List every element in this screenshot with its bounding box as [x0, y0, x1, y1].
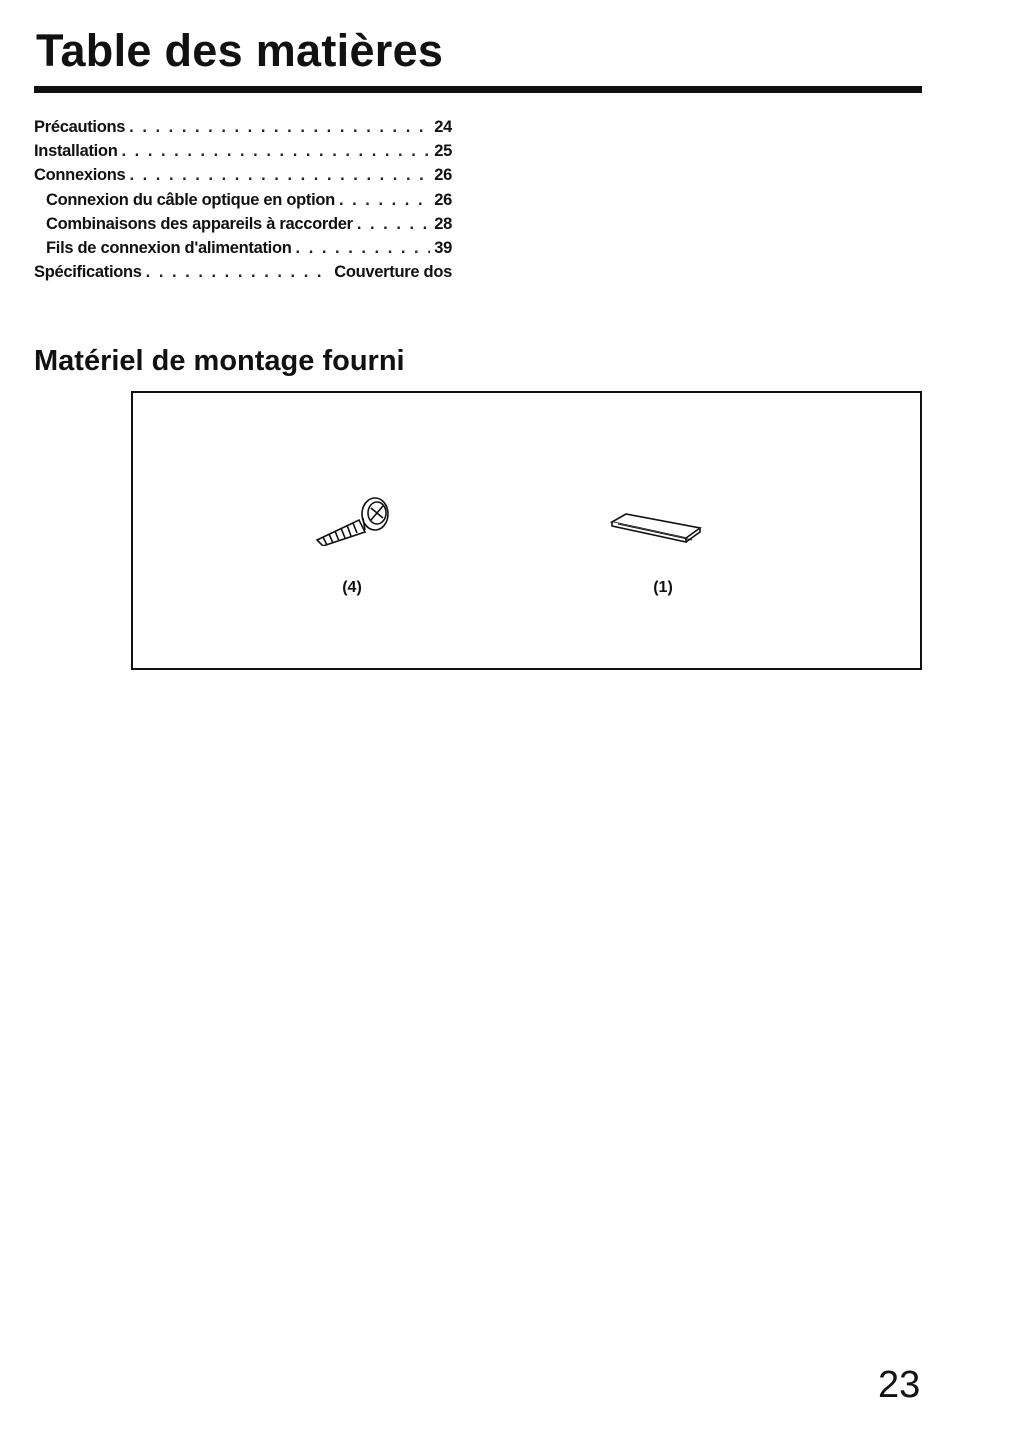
toc-entry-precautions[interactable]	[34, 118, 452, 142]
toc-entry-fils-alimentation[interactable]	[34, 239, 452, 263]
toc-entry-page: 28	[434, 214, 452, 233]
toc-entry-label: Combinaisons des appareils à raccorder	[46, 214, 353, 233]
toc-leader-dots	[122, 142, 431, 161]
toc-entry-specifications[interactable]	[34, 263, 452, 287]
toc-entry-page: 24	[434, 118, 452, 136]
toc-entry-page: 26	[434, 166, 452, 185]
toc-leader-dots	[357, 215, 430, 234]
toc-entry-page: 39	[434, 238, 452, 257]
toc-entry-page: 26	[434, 190, 452, 209]
strip-illustration	[608, 510, 703, 546]
toc-entry-installation[interactable]	[34, 142, 452, 166]
toc-leader-dots	[296, 239, 431, 258]
screw-icon	[313, 496, 393, 546]
toc-leader-dots	[129, 166, 430, 185]
toc-entry-connexions[interactable]	[34, 166, 452, 190]
toc-entry-combinaisons[interactable]	[34, 215, 452, 239]
strip-quantity: (1)	[653, 579, 673, 596]
toc-entry-label: Précautions	[34, 118, 126, 136]
toc-entry-label: Connexions	[34, 166, 126, 185]
table-of-contents	[34, 118, 452, 287]
toc-entry-page: Couverture dos	[334, 263, 452, 282]
toc-leader-dots	[146, 263, 331, 282]
toc-entry-label: Installation	[34, 142, 118, 161]
toc-leader-dots	[129, 118, 430, 137]
mounting-hardware-box	[131, 391, 922, 670]
toc-entry-page: 25	[434, 142, 452, 161]
toc-entry-cable-optique[interactable]	[34, 191, 452, 215]
strip-icon	[608, 510, 703, 546]
page-number: 23	[878, 1364, 921, 1406]
page-title: Table des matières	[36, 25, 444, 76]
toc-entry-label: Spécifications	[34, 263, 142, 282]
toc-entry-label: Fils de connexion d'alimentation	[46, 238, 292, 257]
screw-illustration	[313, 496, 393, 546]
title-rule	[34, 86, 922, 93]
mounting-hardware-title: Matériel de montage fourni	[34, 345, 405, 377]
toc-entry-label: Connexion du câble optique en option	[46, 190, 335, 209]
screw-quantity: (4)	[342, 579, 362, 596]
toc-leader-dots	[339, 191, 430, 210]
